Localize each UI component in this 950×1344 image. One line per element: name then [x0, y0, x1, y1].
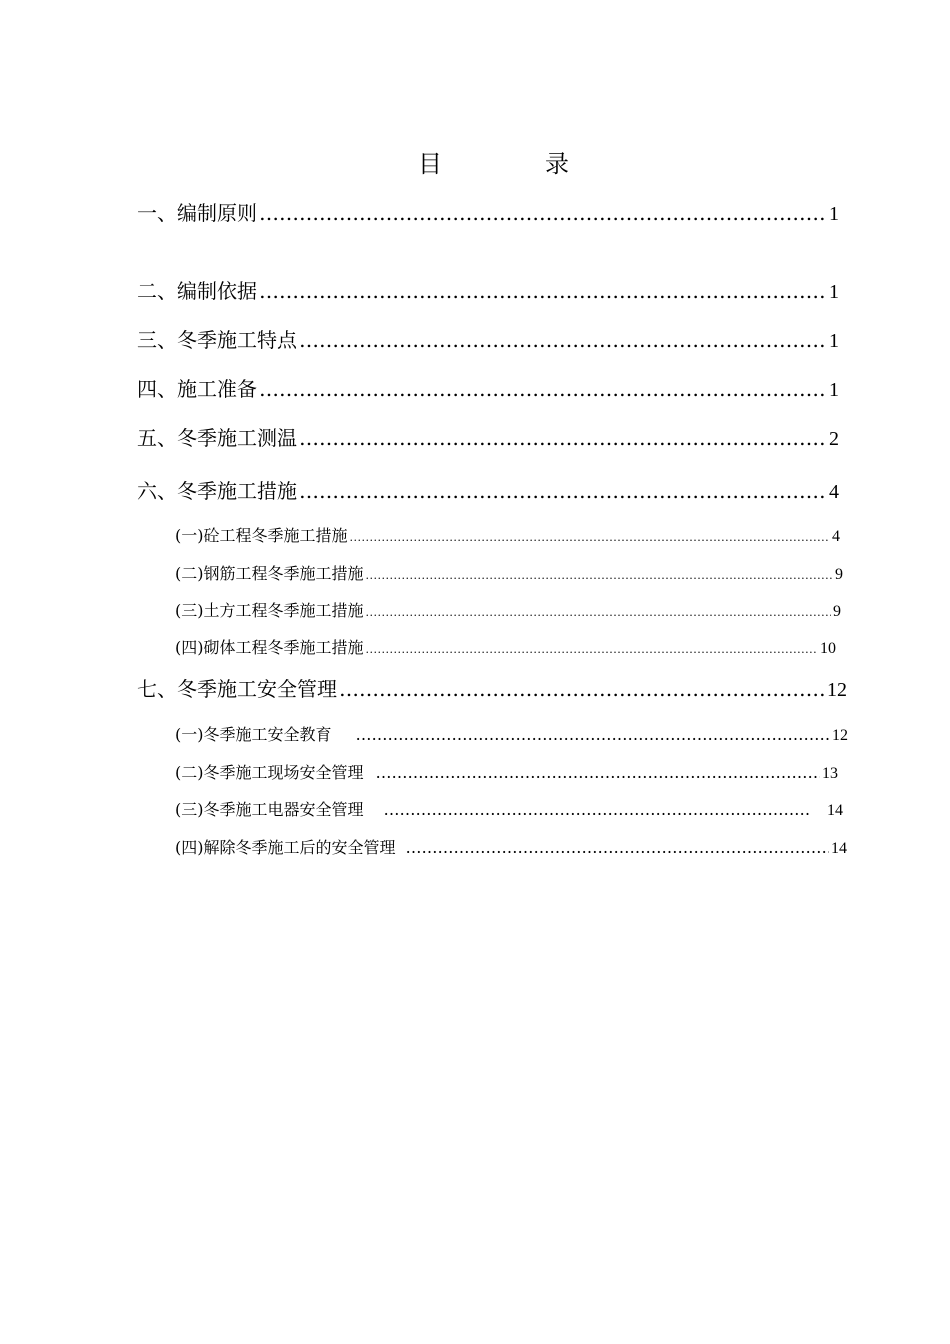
- toc-subentry-label: (三)冬季施工电器安全管理: [175, 800, 364, 819]
- toc-entry-label: 三、冬季施工特点: [137, 328, 297, 352]
- toc-subentry[interactable]: [175, 836, 847, 860]
- toc-subentry[interactable]: [175, 524, 840, 548]
- toc-entry[interactable]: [137, 476, 839, 506]
- toc-entry-page: 1: [829, 203, 839, 225]
- toc-subentry-label: (四)砌体工程冬季施工措施: [175, 638, 364, 657]
- toc-entry-page: 1: [829, 379, 839, 401]
- toc-subentry-label: (二)冬季施工现场安全管理: [175, 763, 364, 782]
- toc-subentry[interactable]: [175, 761, 838, 785]
- toc-leader-dots: [259, 374, 827, 404]
- toc-entry-label: 六、冬季施工措施: [137, 479, 297, 503]
- toc-leader-dots: [356, 723, 831, 747]
- toc-subentry-page: 14: [827, 802, 843, 819]
- toc-subentry-page: 4: [832, 528, 840, 545]
- toc-leader-dots: [366, 564, 834, 586]
- toc-entry[interactable]: [137, 423, 839, 453]
- toc-subentry-label: (二)钢筋工程冬季施工措施: [175, 564, 364, 583]
- toc-entry[interactable]: [137, 325, 839, 355]
- toc-entry-label: 四、施工准备: [137, 377, 257, 401]
- toc-title-char-1: 目: [418, 150, 442, 178]
- toc-entry[interactable]: [137, 374, 839, 404]
- toc-subentry[interactable]: [175, 798, 843, 822]
- toc-subentry-label: (一)冬季施工安全教育: [175, 725, 332, 744]
- toc-entry-page: 1: [829, 281, 839, 303]
- toc-subentry-page: 10: [820, 640, 836, 657]
- toc-subentry-label: (三)土方工程冬季施工措施: [175, 601, 364, 620]
- toc-leader-dots: [366, 638, 819, 660]
- toc-leader-dots: [366, 601, 832, 623]
- toc-subentry[interactable]: [175, 599, 841, 623]
- toc-subentry-page: 9: [833, 603, 841, 620]
- toc-subentry[interactable]: [175, 723, 848, 747]
- toc-subentry[interactable]: [175, 562, 843, 586]
- toc-leader-dots: [350, 526, 831, 548]
- toc-entry[interactable]: [137, 276, 839, 306]
- toc-leader-dots: [299, 476, 827, 506]
- toc-entry-page: 2: [829, 428, 839, 450]
- toc-subentry-label: (一)砼工程冬季施工措施: [175, 526, 348, 545]
- toc-entry-label: 一、编制原则: [137, 201, 257, 225]
- toc-leader-dots: [339, 674, 825, 704]
- toc-leader-dots: [406, 836, 830, 860]
- toc-subentry-page: 14: [831, 840, 847, 857]
- toc-subentry-page: 9: [835, 566, 843, 583]
- toc-entry[interactable]: [137, 198, 839, 228]
- toc-subentry-label: (四)解除冬季施工后的安全管理: [175, 838, 396, 857]
- toc-title: [0, 147, 950, 181]
- toc-leader-dots: [299, 423, 827, 453]
- toc-leader-dots: [259, 198, 827, 228]
- toc-title-char-2: 录: [545, 150, 569, 178]
- toc-entry[interactable]: [137, 674, 847, 704]
- toc-leader-dots: [384, 798, 810, 822]
- toc-subentry[interactable]: [175, 636, 836, 660]
- toc-entry-label: 七、冬季施工安全管理: [137, 677, 337, 701]
- toc-entry-page: 12: [827, 679, 847, 701]
- toc-leader-dots: [259, 276, 827, 306]
- toc-entry-label: 二、编制依据: [137, 279, 257, 303]
- toc-leader-dots: [299, 325, 827, 355]
- toc-entry-page: 4: [829, 481, 839, 503]
- toc-entry-label: 五、冬季施工测温: [137, 426, 297, 450]
- toc-subentry-page: 12: [832, 727, 848, 744]
- toc-entry-page: 1: [829, 330, 839, 352]
- toc-subentry-page: 13: [822, 765, 838, 782]
- toc-leader-dots: [376, 761, 821, 785]
